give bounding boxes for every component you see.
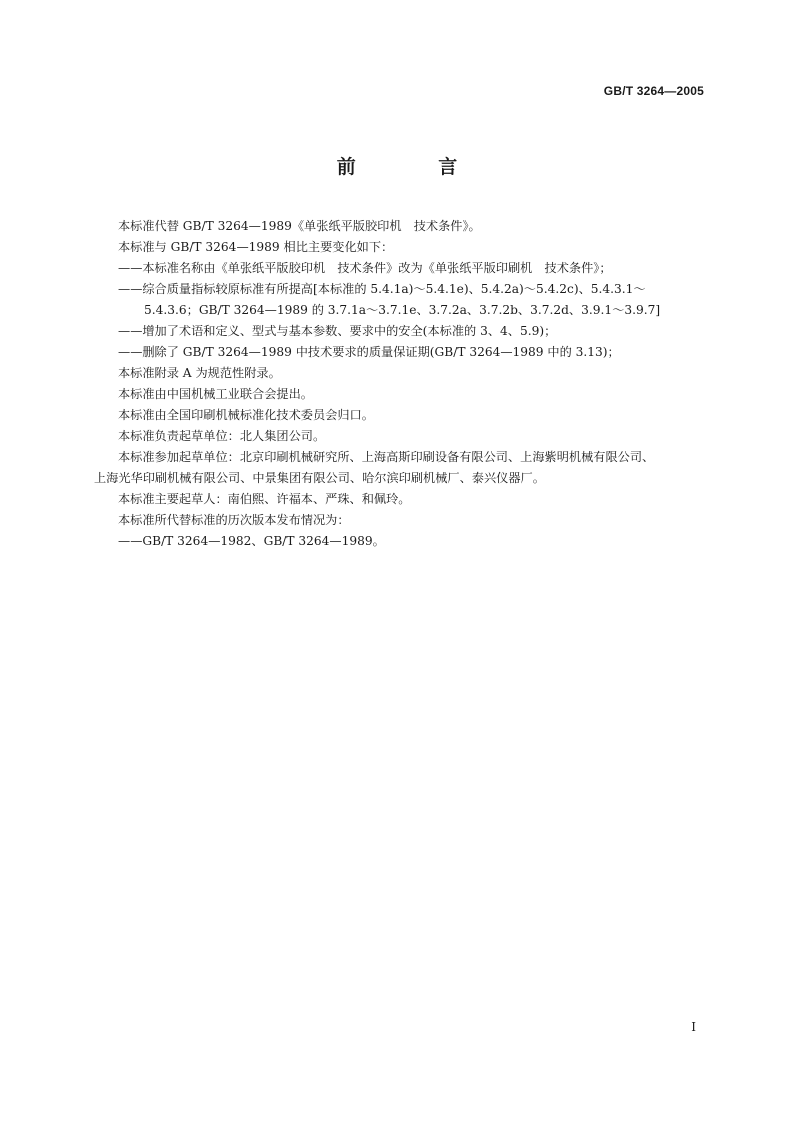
- paragraph-annex: 本标准附录 A 为规范性附录。: [118, 366, 281, 380]
- document-body: [94, 216, 706, 552]
- list-item-removed-warranty: ——删除了 GB/T 3264—1989 中技术要求的质量保证期(GB/T 3264—1989 中的 3.13)；: [118, 345, 620, 359]
- page-title: 前 言: [336, 156, 496, 178]
- paragraph-proposed-by: 本标准由中国机械工业联合会提出。: [118, 387, 313, 401]
- page-number: I: [691, 1020, 696, 1034]
- paragraph-participating-drafters: 本标准参加起草单位：北京印刷机械研究所、上海高斯印刷设备有限公司、上海紫明机械有限公司、: [118, 450, 655, 464]
- paragraph-participating-drafters-cont: 上海光华印刷机械有限公司、中景集团有限公司、哈尔滨印刷机械厂、泰兴仪器厂。: [94, 471, 545, 485]
- paragraph-lead-drafter: 本标准负责起草单位：北人集团公司。: [118, 429, 326, 443]
- paragraph-history-intro: 本标准所代替标准的历次版本发布情况为：: [118, 513, 350, 527]
- list-item-added-terms: ——增加了术语和定义、型式与基本参数、要求中的安全(本标准的 3、4、5.9)；: [118, 324, 557, 338]
- list-item-name-change: ——本标准名称由《单张纸平版胶印机 技术条件》改为《单张纸平版印刷机 技术条件》；: [118, 261, 612, 275]
- paragraph-main-drafters: 本标准主要起草人：南伯熙、许福本、严珠、和佩玲。: [118, 492, 411, 506]
- list-item-quality-improve-cont: 5.4.3.6；GB/T 3264—1989 的 3.7.1a～3.7.1e、3.7.2a、3.7.2b、3.7.2d、3.9.1～3.9.7]: [144, 303, 661, 317]
- standard-code: GB/T 3264—2005: [603, 84, 704, 98]
- paragraph-changes-intro: 本标准与 GB/T 3264—1989 相比主要变化如下：: [118, 240, 394, 254]
- paragraph-administered-by: 本标准由全国印刷机械标准化技术委员会归口。: [118, 408, 374, 422]
- list-item-history: ——GB/T 3264—1982、GB/T 3264—1989。: [118, 534, 385, 548]
- list-item-quality-improve: ——综合质量指标较原标准有所提高[本标准的 5.4.1a)～5.4.1e)、5.4.2a)～5.4.2c)、5.4.3.1～: [118, 282, 646, 296]
- paragraph-replaces: 本标准代替 GB/T 3264—1989《单张纸平版胶印机 技术条件》。: [118, 219, 481, 233]
